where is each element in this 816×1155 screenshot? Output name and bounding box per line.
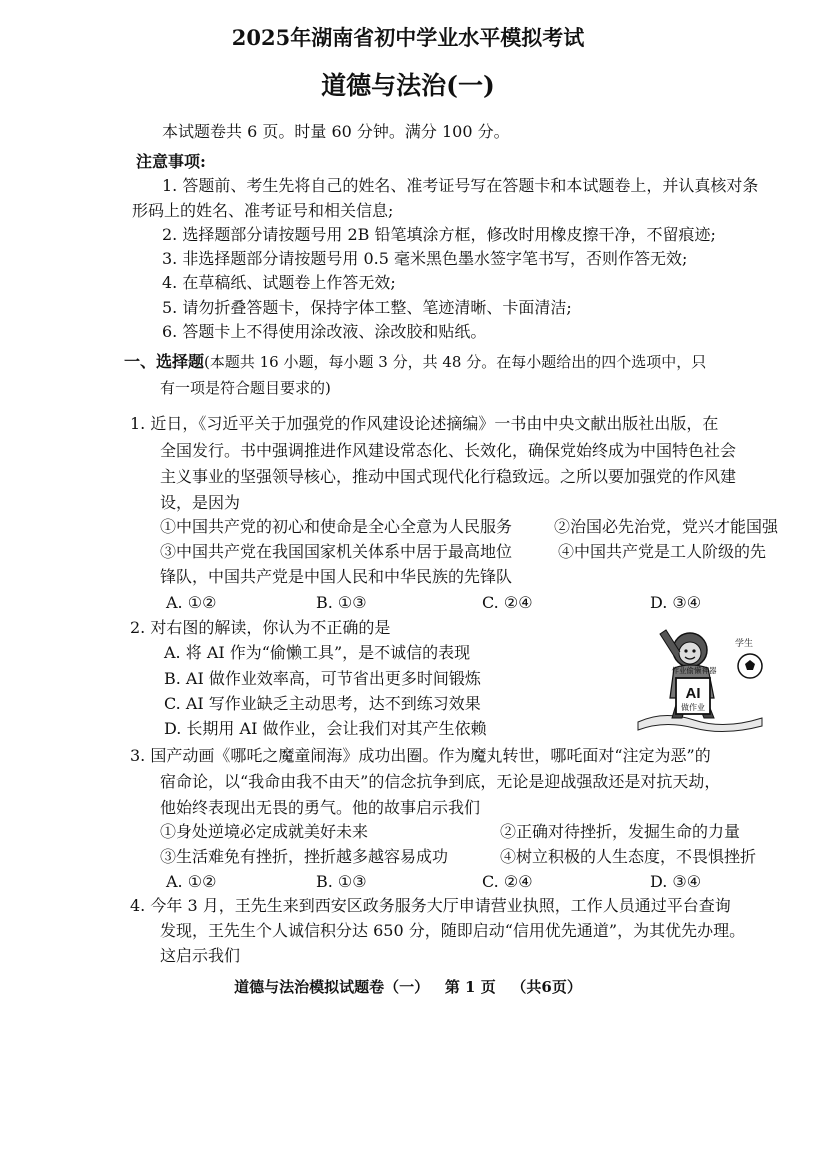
q3-option-b: B. ①③ bbox=[316, 872, 367, 891]
q2-option-d: D. 长期用 AI 做作业，会让我们对其产生依赖 bbox=[164, 719, 487, 738]
q1-line-2: 全国发行。书中强调推进作风建设常态化、长效化，确保党始终成为中国特色社会 bbox=[160, 441, 737, 460]
cartoon-label-ai: AI bbox=[685, 685, 701, 702]
notes-line-6: 5. 请勿折叠答题卡，保持字体工整、笔迹清晰、卡面清洁; bbox=[162, 298, 572, 317]
q3-statement-1: ①身处逆境必定成就美好未来 bbox=[160, 822, 369, 841]
notes-line-2: 形码上的姓名、准考证号和相关信息; bbox=[132, 201, 394, 220]
q1-option-c: C. ②④ bbox=[482, 593, 533, 612]
q2-stem: 2. 对右图的解读，你认为不正确的是 bbox=[130, 618, 391, 637]
q3-option-a: A. ①② bbox=[166, 872, 217, 891]
section1-desc: (本题共 16 小题，每小题 3 分，共 48 分。在每小题给出的四个选项中，只 bbox=[204, 353, 707, 371]
q3-line-2: 宿命论，以“我命由我不由天”的信念抗争到底，无论是迎战强敌还是对抗天劫， bbox=[160, 772, 721, 791]
notes-line-5: 4. 在草稿纸、试题卷上作答无效; bbox=[162, 273, 396, 292]
q3-option-d: D. ③④ bbox=[650, 872, 702, 891]
q4-line-1: 4. 今年 3 月，王先生来到西安区政务服务大厅申请营业执照，工作人员通过平台查询 bbox=[130, 896, 731, 915]
q1-statement-1: ①中国共产党的初心和使命是全心全意为人民服务 bbox=[160, 517, 513, 536]
q1-option-b: B. ①③ bbox=[316, 593, 367, 612]
notes-line-4: 3. 非选择题部分请按题号用 0.5 毫米黑色墨水签字笔书写，否则作答无效; bbox=[162, 249, 688, 268]
page-footer: 道德与法治模拟试题卷（一） 第 1 页 （共6页） bbox=[234, 978, 582, 996]
q4-line-3: 这启示我们 bbox=[160, 946, 241, 965]
q4-line-2: 发现，王先生个人诚信积分达 650 分，随即启动“信用优先通道”，为其优先办理。 bbox=[160, 921, 746, 940]
exam-title: 2025年湖南省初中学业水平模拟考试 bbox=[231, 25, 585, 50]
q1-statement-2: ②治国必先治党，党兴才能国强 bbox=[554, 517, 779, 536]
q2-option-a: A. 将 AI 作为“偷懒工具”，是不诚信的表现 bbox=[164, 643, 471, 662]
cartoon-label-homework: 做作业 bbox=[681, 703, 705, 712]
ai-homework-cartoon bbox=[634, 626, 774, 734]
q3-statement-3: ③生活难免有挫折，挫折越多越容易成功 bbox=[160, 847, 449, 866]
notes-line-1: 1. 答题前、考生先将自己的姓名、准考证号写在答题卡和本试题卷上，并认真核对条 bbox=[162, 176, 759, 195]
q3-line-3: 他始终表现出无畏的勇气。他的故事启示我们 bbox=[160, 798, 481, 817]
q1-line-3: 主义事业的坚强领导核心，推动中国式现代化行稳致远。之所以要加强党的作风建 bbox=[160, 467, 737, 486]
q1-statement-4: ④中国共产党是工人阶级的先 bbox=[558, 542, 767, 561]
subject-title: 道德与法治(一) bbox=[321, 71, 495, 100]
notes-heading: 注意事项: bbox=[136, 152, 206, 171]
q3-option-c: C. ②④ bbox=[482, 872, 533, 891]
cartoon-label-machine: 作业偷懒神器 bbox=[671, 666, 717, 675]
cartoon-label-student: 学生 bbox=[734, 639, 754, 649]
q3-statement-4: ④树立积极的人生态度，不畏惧挫折 bbox=[500, 847, 757, 866]
q1-option-d: D. ③④ bbox=[650, 593, 702, 612]
notes-line-3: 2. 选择题部分请按题号用 2B 铅笔填涂方框，修改时用橡皮擦干净，不留痕迹; bbox=[162, 225, 716, 244]
section1-title: 一、选择题 bbox=[124, 352, 205, 371]
exam-info: 本试题卷共 6 页。时量 60 分钟。满分 100 分。 bbox=[162, 122, 510, 141]
q1-option-a: A. ①② bbox=[166, 593, 217, 612]
q1-line-1: 1. 近日，《习近平关于加强党的作风建设论述摘编》一书由中央文献出版社出版，在 bbox=[130, 414, 719, 433]
q1-statement-4-cont: 锋队，中国共产党是中国人民和中华民族的先锋队 bbox=[160, 567, 513, 586]
q1-line-4: 设，是因为 bbox=[160, 493, 241, 512]
q2-option-c: C. AI 写作业缺乏主动思考，达不到练习效果 bbox=[164, 694, 481, 713]
section1-desc-2: 有一项是符合题目要求的) bbox=[160, 379, 331, 397]
q3-statement-2: ②正确对待挫折，发掘生命的力量 bbox=[500, 822, 741, 841]
q3-line-1: 3. 国产动画《哪吒之魔童闹海》成功出圈。作为魔丸转世，哪吒面对“注定为恶”的 bbox=[130, 746, 711, 765]
q2-option-b: B. AI 做作业效率高，可节省出更多时间锻炼 bbox=[164, 669, 481, 688]
section1-heading bbox=[124, 352, 706, 372]
q1-statement-3: ③中国共产党在我国国家机关体系中居于最高地位 bbox=[160, 542, 513, 561]
notes-line-7: 6. 答题卡上不得使用涂改液、涂改胶和贴纸。 bbox=[162, 322, 487, 341]
